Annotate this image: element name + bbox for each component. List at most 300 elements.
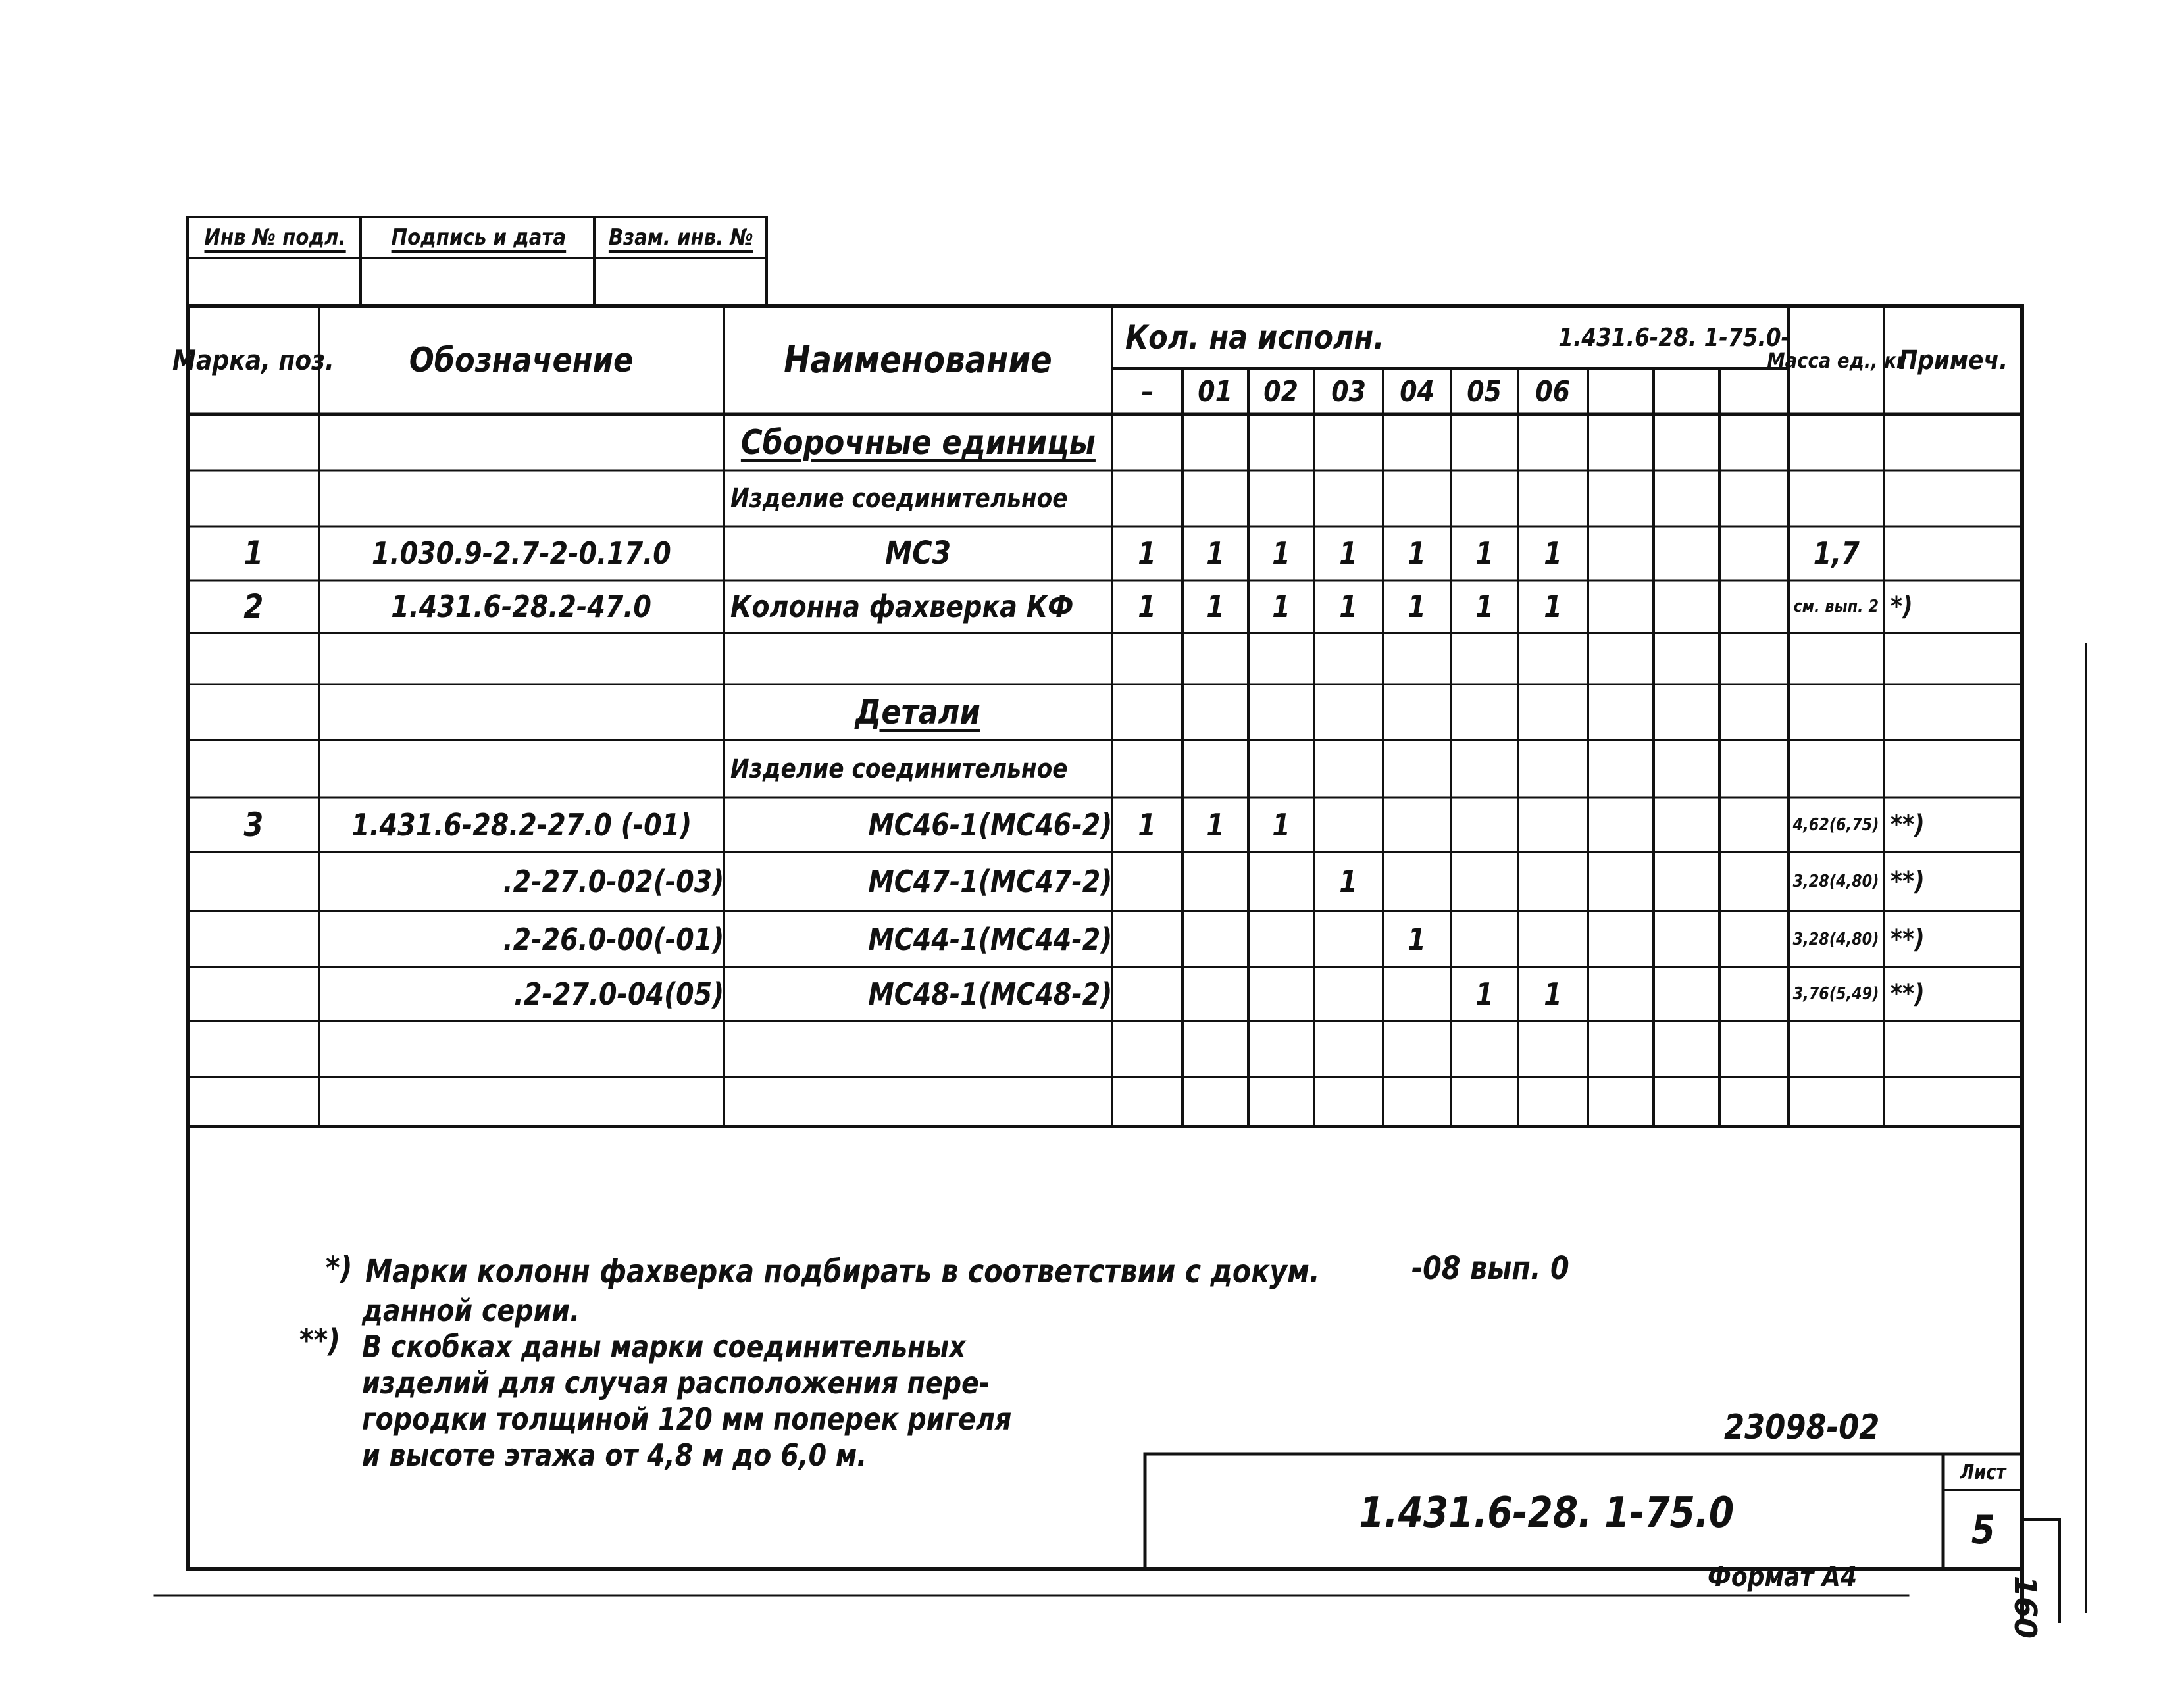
row-4-qty-9	[1719, 633, 1789, 684]
note-2-line-2: изделий для случая расположения пере-	[362, 1365, 990, 1401]
note-1-ref: -08 вып. 0	[1411, 1250, 1569, 1287]
row-5-qty-7	[1588, 684, 1654, 740]
row-2-qty-0	[1112, 526, 1182, 580]
row-9-mass-text: 3,28(4,80)	[1793, 929, 1879, 949]
title-block-code	[1158, 1474, 1935, 1553]
note-2-mark: **)	[299, 1322, 341, 1359]
row-0-note	[1884, 414, 2029, 470]
sheet-label	[1944, 1455, 2022, 1489]
row-10-note-text: **)	[1891, 979, 1925, 1009]
row-2-qty-1-text: 1	[1206, 536, 1225, 571]
row-9-designation	[319, 911, 729, 967]
row-12-qty-8	[1654, 1077, 1719, 1126]
row-5-qty-8	[1654, 684, 1719, 740]
row-2-qty-4-text: 1	[1408, 536, 1427, 571]
row-11-qty-7	[1588, 1021, 1654, 1077]
row-7-qty-1	[1182, 797, 1248, 852]
row-8-name-text: МС47-1(МС47-2)	[868, 864, 1112, 899]
header-variant-2	[1248, 368, 1314, 414]
row-2-designation-text: 1.030.9-2.7-2-0.17.0	[372, 536, 671, 571]
row-0-mark	[188, 414, 319, 470]
header-variant-1	[1182, 368, 1248, 414]
row-2-note	[1884, 526, 2029, 580]
row-5-qty-9	[1719, 684, 1789, 740]
row-10-mark	[188, 967, 319, 1021]
row-3-qty-5	[1451, 580, 1518, 633]
row-3-mark-text: 2	[243, 587, 263, 626]
row-9-qty-5	[1451, 911, 1518, 967]
row-8-mass-text: 3,28(4,80)	[1793, 872, 1879, 891]
row-9-note	[1884, 911, 2029, 967]
row-4-qty-5	[1451, 633, 1518, 684]
row-9-designation-text: .2-26.0-00(-01)	[503, 921, 724, 957]
stamp-exch-label	[596, 217, 766, 258]
row-12-qty-7	[1588, 1077, 1654, 1126]
title-block-code-text: 1.431.6-28. 1-75.0	[1359, 1489, 1734, 1537]
row-11-mark	[188, 1021, 319, 1077]
row-2-qty-4	[1383, 526, 1451, 580]
row-1-mass	[1789, 470, 1884, 526]
row-9-name	[724, 911, 1117, 967]
row-3-qty-9	[1719, 580, 1789, 633]
row-9-qty-3	[1314, 911, 1383, 967]
row-1-qty-3	[1314, 470, 1383, 526]
row-10-qty-2	[1248, 967, 1314, 1021]
row-3-note	[1884, 580, 2029, 633]
row-3-qty-0-text: 1	[1138, 589, 1157, 624]
row-12-qty-1	[1182, 1077, 1248, 1126]
row-3-qty-6	[1518, 580, 1588, 633]
row-4-qty-2	[1248, 633, 1314, 684]
row-12-qty-6	[1518, 1077, 1588, 1126]
row-1-mark	[188, 470, 319, 526]
header-variant-6	[1518, 368, 1588, 414]
row-10-qty-5	[1451, 967, 1518, 1021]
row-12-designation	[319, 1077, 724, 1126]
row-2-qty-9	[1719, 526, 1789, 580]
row-2-qty-6	[1518, 526, 1588, 580]
row-7-qty-7	[1588, 797, 1654, 852]
header-name-text: Наименование	[784, 339, 1052, 382]
header-variant-9	[1719, 368, 1789, 414]
row-1-qty-1	[1182, 470, 1248, 526]
row-7-qty-4	[1383, 797, 1451, 852]
row-4-qty-3	[1314, 633, 1383, 684]
sheet-label-text: Лист	[1960, 1460, 2006, 1484]
row-12-qty-9	[1719, 1077, 1789, 1126]
sheet-number	[1944, 1492, 2022, 1568]
row-2-name	[724, 526, 1112, 580]
row-1-qty-0	[1112, 470, 1182, 526]
row-0-qty-8	[1654, 414, 1719, 470]
row-6-qty-0	[1112, 740, 1182, 797]
row-5-qty-3	[1314, 684, 1383, 740]
row-0-name	[724, 414, 1112, 470]
row-3-qty-1-text: 1	[1206, 589, 1225, 624]
row-1-qty-8	[1654, 470, 1719, 526]
row-1-qty-4	[1383, 470, 1451, 526]
row-8-qty-5	[1451, 852, 1518, 911]
row-7-qty-0-text: 1	[1138, 807, 1157, 843]
row-12-qty-5	[1451, 1077, 1518, 1126]
row-8-qty-0	[1112, 852, 1182, 911]
row-2-mark-text: 1	[243, 534, 263, 572]
row-5-qty-4	[1383, 684, 1451, 740]
header-variant-3-text: 03	[1331, 374, 1366, 409]
row-2-qty-5-text: 1	[1475, 536, 1494, 571]
row-10-mass-text: 3,76(5,49)	[1793, 984, 1879, 1004]
row-8-qty-3	[1314, 852, 1383, 911]
row-10-name	[724, 967, 1117, 1021]
row-7-qty-2-text: 1	[1272, 807, 1290, 843]
row-0-qty-3	[1314, 414, 1383, 470]
row-9-qty-8	[1654, 911, 1719, 967]
row-0-qty-7	[1588, 414, 1654, 470]
row-7-designation-text: 1.431.6-28.2-27.0 (-01)	[351, 807, 692, 843]
header-notes	[1884, 306, 2022, 414]
row-5-qty-5	[1451, 684, 1518, 740]
row-12-qty-4	[1383, 1077, 1451, 1126]
row-7-designation	[319, 797, 724, 852]
row-9-qty-4	[1383, 911, 1451, 967]
row-11-qty-2	[1248, 1021, 1314, 1077]
row-7-mass	[1789, 797, 1884, 852]
row-11-qty-4	[1383, 1021, 1451, 1077]
row-8-designation	[319, 852, 729, 911]
row-2-qty-5	[1451, 526, 1518, 580]
row-9-qty-7	[1588, 911, 1654, 967]
row-5-qty-0	[1112, 684, 1182, 740]
header-variant-5-text: 05	[1467, 374, 1502, 409]
row-9-mark	[188, 911, 319, 967]
row-6-qty-4	[1383, 740, 1451, 797]
row-11-mass	[1789, 1021, 1884, 1077]
row-1-name	[724, 470, 1119, 526]
row-2-qty-0-text: 1	[1138, 536, 1157, 571]
row-7-qty-5	[1451, 797, 1518, 852]
row-10-designation	[319, 967, 729, 1021]
row-4-qty-8	[1654, 633, 1719, 684]
header-variant-3	[1314, 368, 1383, 414]
row-8-qty-7	[1588, 852, 1654, 911]
row-8-name	[724, 852, 1117, 911]
note-2-line-4: и высоте этажа от 4,8 м до 6,0 м.	[362, 1437, 867, 1473]
row-7-name	[724, 797, 1117, 852]
row-11-qty-5	[1451, 1021, 1518, 1077]
row-4-note	[1884, 633, 2029, 684]
row-11-note	[1884, 1021, 2029, 1077]
side-sheet-number-text: 160	[2007, 1576, 2043, 1639]
row-10-qty-3	[1314, 967, 1383, 1021]
format-label: Формат А4	[1708, 1560, 1857, 1593]
row-9-note-text: **)	[1891, 924, 1925, 955]
row-6-qty-8	[1654, 740, 1719, 797]
row-8-mark	[188, 852, 319, 911]
row-0-qty-0	[1112, 414, 1182, 470]
row-3-qty-8	[1654, 580, 1719, 633]
row-9-name-text: МС44-1(МС44-2)	[868, 921, 1112, 957]
header-mark-text: Марка, поз.	[172, 344, 334, 376]
row-2-qty-8	[1654, 526, 1719, 580]
row-5-mass	[1789, 684, 1884, 740]
row-3-mass-text: см. вып. 2	[1793, 597, 1879, 616]
header-variant-0-text: –	[1141, 374, 1154, 409]
row-6-qty-1	[1182, 740, 1248, 797]
row-5-qty-2	[1248, 684, 1314, 740]
row-1-note	[1884, 470, 2029, 526]
row-0-name-text: Сборочные единицы	[740, 422, 1096, 462]
row-3-qty-3	[1314, 580, 1383, 633]
row-3-mark	[188, 580, 319, 633]
row-3-qty-3-text: 1	[1339, 589, 1358, 624]
row-6-designation	[319, 740, 724, 797]
row-11-designation	[319, 1021, 724, 1077]
side-sheet-number	[2007, 1543, 2077, 1639]
row-6-name	[724, 740, 1119, 797]
row-3-qty-7	[1588, 580, 1654, 633]
header-variant-7	[1588, 368, 1654, 414]
header-code-text: 1.431.6-28. 1-75.0-	[1558, 322, 1790, 352]
note-2-line-3: городки толщиной 120 мм поперек ригеля	[362, 1401, 1012, 1437]
stamp-exch-label-text: Взам. инв. №	[609, 224, 753, 251]
row-8-qty-4	[1383, 852, 1451, 911]
row-10-qty-8	[1654, 967, 1719, 1021]
row-3-qty-1	[1182, 580, 1248, 633]
note-1-mark: *)	[326, 1250, 353, 1287]
row-11-qty-9	[1719, 1021, 1789, 1077]
row-7-qty-2	[1248, 797, 1314, 852]
row-5-designation	[319, 684, 724, 740]
header-qty-text: Кол. на исполн.	[1125, 318, 1384, 357]
row-7-qty-8	[1654, 797, 1719, 852]
stamp-inv-label	[191, 217, 359, 258]
row-9-qty-9	[1719, 911, 1789, 967]
row-11-qty-8	[1654, 1021, 1719, 1077]
row-7-mark-text: 3	[243, 805, 263, 844]
row-10-qty-1	[1182, 967, 1248, 1021]
row-1-qty-2	[1248, 470, 1314, 526]
row-6-qty-7	[1588, 740, 1654, 797]
row-3-qty-2	[1248, 580, 1314, 633]
row-0-qty-4	[1383, 414, 1451, 470]
note-1-line-2: данной серии.	[362, 1293, 580, 1328]
row-8-designation-text: .2-27.0-02(-03)	[503, 864, 724, 899]
row-12-mark	[188, 1077, 319, 1126]
header-mass	[1766, 306, 1906, 414]
row-2-qty-1	[1182, 526, 1248, 580]
row-6-name-text: Изделие соединительное	[730, 753, 1068, 784]
header-notes-text: Примеч.	[1898, 345, 2008, 376]
row-1-qty-6	[1518, 470, 1588, 526]
row-3-mass	[1789, 580, 1884, 633]
row-4-qty-0	[1112, 633, 1182, 684]
header-mark	[172, 306, 334, 414]
row-9-qty-4-text: 1	[1408, 921, 1427, 957]
stamp-sign-label-text: Подпись и дата	[391, 224, 566, 251]
row-12-note	[1884, 1077, 2029, 1126]
row-9-mass	[1789, 911, 1884, 967]
header-variant-5	[1451, 368, 1518, 414]
row-0-qty-1	[1182, 414, 1248, 470]
row-0-qty-2	[1248, 414, 1314, 470]
row-1-qty-7	[1588, 470, 1654, 526]
row-10-note	[1884, 967, 2029, 1021]
header-variant-4-text: 04	[1400, 374, 1435, 409]
row-6-qty-6	[1518, 740, 1588, 797]
row-5-mark	[188, 684, 319, 740]
header-designation-text: Обозначение	[409, 340, 634, 380]
header-variant-1-text: 01	[1198, 374, 1233, 409]
header-variant-8	[1654, 368, 1719, 414]
header-designation	[319, 306, 724, 414]
row-10-qty-0	[1112, 967, 1182, 1021]
row-3-designation	[319, 580, 724, 633]
row-2-qty-2	[1248, 526, 1314, 580]
row-2-name-text: МС3	[884, 535, 952, 572]
doc-number: 23098-02	[1724, 1408, 1880, 1447]
row-6-qty-9	[1719, 740, 1789, 797]
stamp-inv-label-text: Инв № подл.	[204, 224, 346, 251]
note-1-line-1: Марки колонн фахверка подбирать в соответствии с докум.	[365, 1253, 1320, 1290]
row-11-qty-6	[1518, 1021, 1588, 1077]
row-4-qty-6	[1518, 633, 1588, 684]
row-4-qty-7	[1588, 633, 1654, 684]
row-6-qty-3	[1314, 740, 1383, 797]
row-8-qty-1	[1182, 852, 1248, 911]
stamp-sign-label	[363, 217, 594, 258]
row-11-qty-3	[1314, 1021, 1383, 1077]
row-3-name-text: Колонна фахверка КФ	[730, 589, 1074, 624]
row-1-designation	[319, 470, 724, 526]
row-2-mass	[1789, 526, 1884, 580]
header-variant-2-text: 02	[1263, 374, 1299, 409]
row-3-qty-6-text: 1	[1544, 589, 1562, 624]
header-variant-6-text: 06	[1535, 374, 1571, 409]
row-1-name-text: Изделие соединительное	[730, 483, 1068, 514]
header-name	[724, 306, 1112, 414]
row-2-designation	[319, 526, 724, 580]
row-2-mark	[188, 526, 319, 580]
row-10-designation-text: .2-27.0-04(05)	[513, 976, 724, 1012]
row-7-qty-6	[1518, 797, 1588, 852]
row-3-qty-4-text: 1	[1408, 589, 1427, 624]
row-12-qty-0	[1112, 1077, 1182, 1126]
row-5-name-text: Детали	[855, 692, 981, 732]
row-3-name	[724, 580, 1119, 633]
header-code	[1500, 306, 1795, 368]
row-12-qty-2	[1248, 1077, 1314, 1126]
row-9-qty-0	[1112, 911, 1182, 967]
note-2-line-1: В скобках даны марки соединительных	[362, 1329, 966, 1364]
row-4-mark	[188, 633, 319, 684]
row-8-qty-3-text: 1	[1339, 864, 1358, 899]
row-1-qty-5	[1451, 470, 1518, 526]
row-9-qty-6	[1518, 911, 1588, 967]
row-10-name-text: МС48-1(МС48-2)	[868, 976, 1112, 1012]
row-3-qty-0	[1112, 580, 1182, 633]
row-3-qty-4	[1383, 580, 1451, 633]
row-10-qty-6-text: 1	[1544, 976, 1562, 1012]
row-5-qty-6	[1518, 684, 1588, 740]
row-10-qty-5-text: 1	[1475, 976, 1494, 1012]
row-0-mass	[1789, 414, 1884, 470]
row-4-qty-4	[1383, 633, 1451, 684]
row-12-mass	[1789, 1077, 1884, 1126]
row-3-note-text: *)	[1891, 591, 1913, 622]
row-4-qty-1	[1182, 633, 1248, 684]
row-3-designation-text: 1.431.6-28.2-47.0	[391, 589, 652, 624]
row-8-qty-2	[1248, 852, 1314, 911]
row-9-qty-2	[1248, 911, 1314, 967]
header-variant-4	[1383, 368, 1451, 414]
row-3-qty-2-text: 1	[1272, 589, 1290, 624]
header-mass-text: Масса ед., кг	[1766, 347, 1906, 373]
row-7-name-text: МС46-1(МС46-2)	[868, 807, 1112, 843]
row-7-qty-1-text: 1	[1206, 807, 1225, 843]
row-4-name	[724, 633, 1112, 684]
row-2-qty-3-text: 1	[1339, 536, 1358, 571]
row-8-qty-8	[1654, 852, 1719, 911]
row-10-qty-4	[1383, 967, 1451, 1021]
row-10-mass	[1789, 967, 1884, 1021]
row-0-designation	[319, 414, 724, 470]
row-9-qty-1	[1182, 911, 1248, 967]
row-7-note	[1884, 797, 2029, 852]
row-5-name	[724, 684, 1112, 740]
row-2-qty-6-text: 1	[1544, 536, 1562, 571]
row-8-qty-9	[1719, 852, 1789, 911]
row-10-qty-9	[1719, 967, 1789, 1021]
row-12-name	[724, 1077, 1112, 1126]
row-2-qty-3	[1314, 526, 1383, 580]
row-6-mark	[188, 740, 319, 797]
row-8-note	[1884, 852, 2029, 911]
row-6-qty-2	[1248, 740, 1314, 797]
row-1-qty-9	[1719, 470, 1789, 526]
row-4-designation	[319, 633, 724, 684]
row-7-qty-0	[1112, 797, 1182, 852]
header-variant-0	[1112, 368, 1182, 414]
row-4-mass	[1789, 633, 1884, 684]
row-8-mass	[1789, 852, 1884, 911]
row-7-qty-9	[1719, 797, 1789, 852]
row-7-qty-3	[1314, 797, 1383, 852]
row-7-mass-text: 4,62(6,75)	[1793, 814, 1879, 835]
row-0-qty-9	[1719, 414, 1789, 470]
row-11-name	[724, 1021, 1112, 1077]
row-2-qty-7	[1588, 526, 1654, 580]
header-qty	[1119, 306, 1520, 368]
row-10-qty-7	[1588, 967, 1654, 1021]
row-6-mass	[1789, 740, 1884, 797]
row-0-qty-6	[1518, 414, 1588, 470]
row-8-note-text: **)	[1891, 866, 1925, 897]
row-5-qty-1	[1182, 684, 1248, 740]
row-2-qty-2-text: 1	[1272, 536, 1290, 571]
row-8-qty-6	[1518, 852, 1588, 911]
row-5-note	[1884, 684, 2029, 740]
row-6-note	[1884, 740, 2029, 797]
row-3-qty-5-text: 1	[1475, 589, 1494, 624]
row-12-qty-3	[1314, 1077, 1383, 1126]
sheet-number-text: 5	[1971, 1507, 1995, 1553]
row-0-qty-5	[1451, 414, 1518, 470]
row-7-note-text: **)	[1891, 809, 1925, 840]
row-6-qty-5	[1451, 740, 1518, 797]
row-11-qty-0	[1112, 1021, 1182, 1077]
row-10-qty-6	[1518, 967, 1588, 1021]
row-7-mark	[188, 797, 319, 852]
